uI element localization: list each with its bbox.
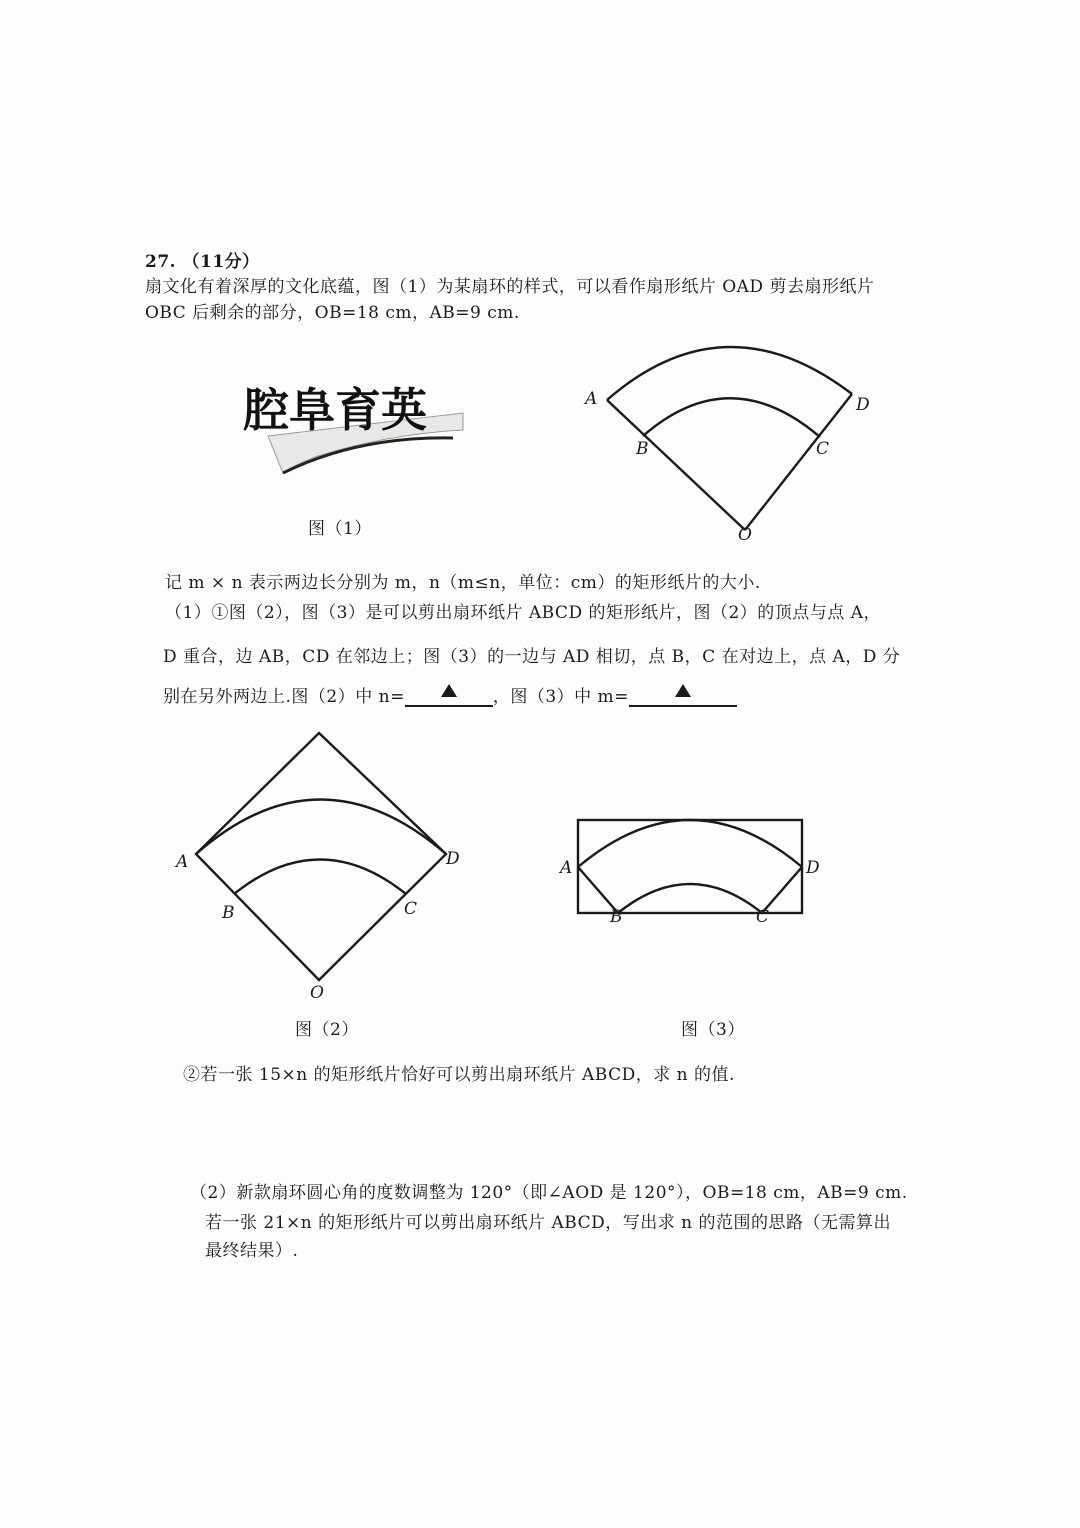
fig2-label-C: C (404, 899, 418, 919)
answer-blank-n[interactable] (405, 684, 493, 707)
part2-line-2: 若一张 21×n 的矩形纸片可以剪出扇环纸片 ABCD，写出求 n 的范围的思路（无需算出 (205, 1213, 892, 1233)
fig2-outer-arc (196, 800, 446, 855)
fig3-inner-arc (618, 884, 762, 913)
intro-line-1: 扇文化有着深厚的文化底蕴，图（1）为某扇环的样式，可以看作扇形纸片 OAD 剪去扇形纸片 (145, 277, 875, 297)
question-points: （11分） (182, 252, 260, 272)
part1-subq2: ②若一张 15×n 的矩形纸片恰好可以剪出扇环纸片 ABCD，求 n 的值. (183, 1065, 735, 1085)
part1-line-2: D 重合，边 AB，CD 在邻边上；图（3）的一边与 AD 相切，点 B，C 在对边上，点 A，D 分 (163, 647, 901, 667)
part1-line-1: （1）①图（2），图（3）是可以剪出扇环纸片 ABCD 的矩形纸片，图（2）的顶点与点 A， (165, 603, 881, 623)
fig1-caption: 图（1） (308, 519, 372, 539)
definition-text: 记 m × n 表示两边长分别为 m，n（m≤n，单位：cm）的矩形纸片的大小. (165, 573, 761, 593)
intro-line-2: OBC 后剩余的部分，OB=18 cm，AB=9 cm. (145, 303, 520, 323)
part2-line-3: 最终结果）. (205, 1241, 299, 1261)
fig3-rectangle (578, 820, 802, 913)
fig2-inner-arc (234, 860, 406, 895)
part1-line-3-b: ，图（3）中 m= (492, 687, 629, 707)
fig3-outer-arc (578, 820, 802, 867)
label-B: B (636, 439, 649, 459)
part2-line-1: （2）新款扇环圆心角的度数调整为 120°（即∠AOD 是 120°），OB=18 cm，AB=9 cm. (190, 1183, 908, 1203)
fig2-label-B: B (222, 903, 235, 923)
label-O: O (738, 525, 752, 545)
label-A: A (585, 389, 598, 409)
triangle-icon (675, 684, 691, 697)
part1-line-3-a: 别在另外两边上.图（2）中 n= (163, 687, 405, 707)
answer-blank-m[interactable] (629, 684, 737, 707)
fig3-caption: 图（3） (681, 1020, 745, 1040)
fig2-caption: 图（2） (295, 1020, 359, 1040)
fig1-diagram (580, 330, 900, 545)
question-header (145, 247, 260, 272)
fig2-label-D: D (446, 849, 460, 869)
outer-arc-AD (607, 347, 852, 400)
fig2-label-A: A (176, 852, 189, 872)
fig3-diagram (560, 810, 830, 940)
question-number: 27. (145, 252, 177, 272)
fan-calligraphy: 腔阜育英 (243, 383, 427, 437)
segment-OD (745, 394, 852, 530)
fig2-diagram (170, 730, 470, 1030)
fig3-label-C: C (756, 907, 770, 927)
part1-line-3 (163, 682, 737, 707)
inner-arc-BC (643, 398, 820, 437)
fig3-label-A: A (560, 858, 573, 878)
fig3-label-B: B (610, 907, 623, 927)
fig3-label-D: D (806, 858, 820, 878)
fig2-square (196, 733, 446, 980)
label-D: D (856, 395, 870, 415)
triangle-icon (441, 684, 457, 697)
segment-OA (607, 400, 745, 530)
fig2-label-O: O (310, 983, 324, 1003)
fan-photo (238, 368, 478, 488)
label-C: C (816, 439, 830, 459)
